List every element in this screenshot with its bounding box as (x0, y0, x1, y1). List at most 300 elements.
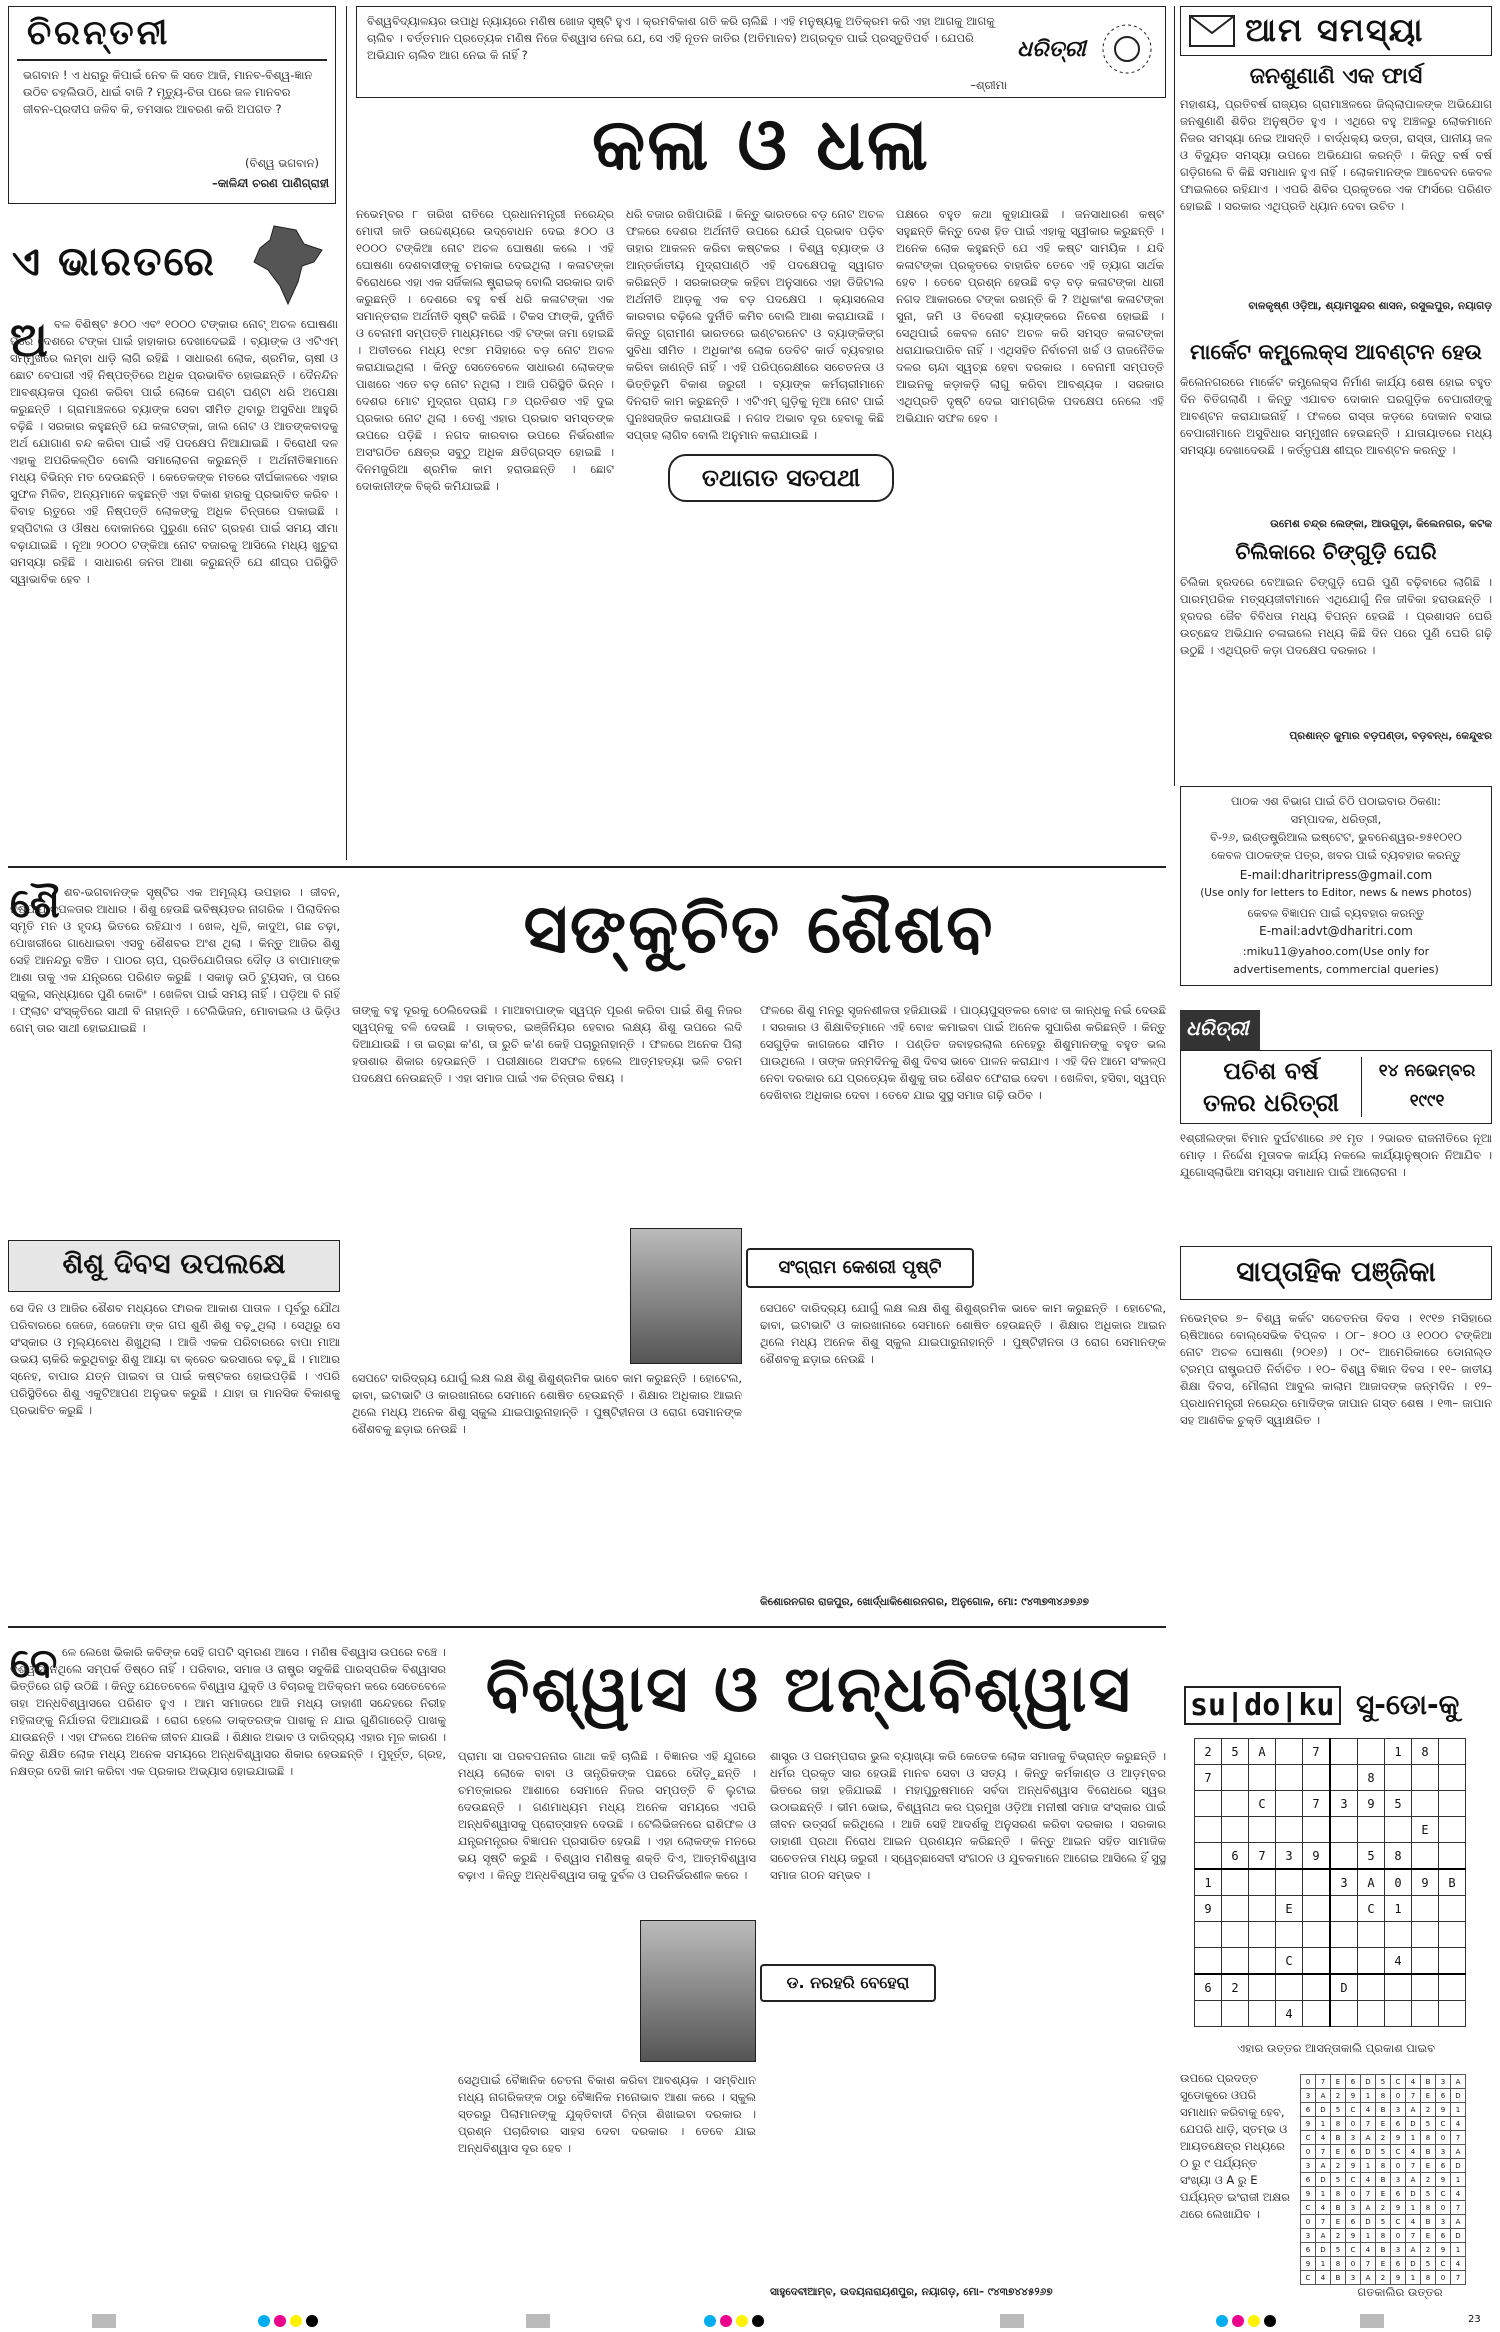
sankuchita-author: ସଂଗ୍ରାମ କେଶରୀ ପୃଷ୍ଟି (746, 1248, 974, 1288)
answer-cell: 3 (1436, 2215, 1451, 2229)
sudoku-cell[interactable]: 7 (1303, 1791, 1331, 1817)
answer-cell: 6 (1436, 2229, 1451, 2243)
answer-cell: 2 (1421, 2103, 1436, 2117)
answer-cell: 6 (1391, 2187, 1406, 2201)
answer-cell: 6 (1346, 2145, 1361, 2159)
answer-cell: 9 (1436, 2103, 1451, 2117)
sudoku-cell[interactable] (1412, 1765, 1439, 1791)
answer-cell: A (1316, 2229, 1331, 2243)
contact-email3[interactable]: :miku11@yahoo.com(Use only for (1242, 945, 1430, 958)
letter2-sign: ଉମେଶ ଚନ୍ଦ୍ର ଲେଙ୍କା, ଆଉଗୁଡ଼ା, କିଲେନଗର, କଟକ (1270, 518, 1492, 530)
sudoku-cell[interactable] (1222, 1948, 1249, 1975)
contact-box (1180, 786, 1492, 986)
sudoku-cell[interactable]: E (1412, 1817, 1439, 1843)
sudoku-cell[interactable] (1439, 1739, 1466, 1765)
sudoku-cell[interactable]: 9 (1195, 1896, 1222, 1922)
sudoku-cell[interactable] (1385, 1922, 1412, 1948)
letter1-body: ମହାଶୟ, ପ୍ରତିବର୍ଷ ରାଜ୍ୟର ଗ୍ରାମାଞ୍ଚଳରେ ଜିଲ୍ଲାପାଳଙ୍କ ଅଭିଯୋଗ ଜନଶୁଣାଣି ଶିବିର ଅନୁଷ୍ଠିତ ହୁଏ । ଏଥିରେ ବହୁ ଅଞ୍ଚଳରୁ ଲୋକମାନେ ନିଜର ସମସ୍ୟା ନେଇ ଆସନ୍ତି । ବାର୍ଦ୍ଧକ୍ୟ ଭତ୍ତା, ରାସ୍ତା, ପାନୀୟ ଜଳ ଓ ବିଦ୍ୟୁତ ସମସ୍ୟା ଉପରେ ଅଭିଯୋଗ କରନ୍ତି । କିନ୍ତୁ ବର୍ଷ ବର୍ଷ ଗଡ଼ିଗଲେ ବି କିଛି ସମାଧାନ ହୁଏ ନାହିଁ । ଲୋକମାନଙ୍କ ଆବେଦନ କେବଳ ଫାଇଲରେ ରହିଯାଏ । ଏପରି ଶିବିର ପ୍ରକୃତରେ ଏକ ଫାର୍ସରେ ପରିଣତ ହୋଇଛି । ସରକାର ଏଥିପ୍ରତି ଧ୍ୟାନ ଦେବା ଉଚିତ । (1180, 97, 1492, 213)
sudoku-cell[interactable] (1330, 1896, 1358, 1922)
kala-dhala-col1: ନଭେମ୍ବର ୮ ତାରିଖ ରାତିରେ ପ୍ରଧାନମନ୍ତ୍ରୀ ନରେନ୍ଦ୍ର ମୋଦୀ ଜାତି ଉଦ୍ଦେଶ୍ୟରେ ଉଦ୍ବୋଧନ ଦେଇ ୫୦୦ ଓ ୧୦୦୦ ଟଙ୍କିଆ ନୋଟ ଅଚଳ ଘୋଷଣା କଲେ । ଏହି ଘୋଷଣା ଦେଶବାସୀଙ୍କୁ ଚମକାଇ ଦେଇଥିଲା । କଳାଟଙ୍କା ବିରୋଧରେ ଏହା ଏକ ସର୍ଜିକାଲ ଷ୍ଟ୍ରାଇକ୍ ବୋଲି ସରକାର ଦାବି କରୁଛନ୍ତି । ଦେଶରେ ବହୁ ବର୍ଷ ଧରି କଳାଟଙ୍କା ଏକ ସମାନ୍ତରାଳ ଅର୍ଥନୀତି ସୃଷ୍ଟି କରିଛି । ଟିକସ ଫାଙ୍କି, ଦୁର୍ନୀତି ଓ ବେନାମୀ ସମ୍ପତ୍ତି ମାଧ୍ୟମରେ ଏହି ଟଙ୍କା ଜମା ହୋଇଛି । ଅତୀତରେ ମଧ୍ୟ ୧୯୭୮ ମସିହାରେ ବଡ଼ ନୋଟ ଅଚଳ କରାଯାଇଥିଲା । କିନ୍ତୁ ସେତେବେଳେ ସାଧାରଣ ଲୋକଙ୍କ ପାଖରେ ଏତେ ବଡ଼ ନୋଟ ନଥିଲା । ଆଜି ପରିସ୍ଥିତି ଭିନ୍ନ । ଦେଶର ମୋଟ ମୁଦ୍ରାର ପ୍ରାୟ ୮୬ ପ୍ରତିଶତ ଏହି ଦୁଇ ପ୍ରକାର ନୋଟ ଥିଲା । ତେଣୁ ଏହାର ପ୍ରଭାବ ସମସ୍ତଙ୍କ ଉପରେ ପଡ଼ିଛି । ନଗଦ କାରବାର ଉପରେ ନିର୍ଭରଶୀଳ ଅସଂଗଠିତ କ୍ଷେତ୍ର ସବୁଠୁ ଅଧିକ କ୍ଷତିଗ୍ରସ୍ତ ହୋଇଛି । ଦିନମଜୁରିଆ ଶ୍ରମିକ କାମ ହରାଉଛନ୍ତି । ଛୋଟ ଦୋକାନୀଙ୍କ ବିକ୍ରି କମିଯାଇଛି । (356, 207, 614, 493)
answer-cell: A (1451, 2145, 1466, 2159)
answer-cell: 8 (1421, 2271, 1436, 2285)
sudoku-cell[interactable]: C (1276, 1948, 1303, 1975)
sudoku-cell[interactable]: 3 (1330, 1869, 1358, 1896)
sudoku-cell[interactable] (1276, 1765, 1303, 1791)
quote-banner-text: ବିଶ୍ୱବିଦ୍ୟାଳୟର ଉପାଧି ନ୍ୟାୟରେ ମଣିଷ ଖୋଜ ସୃଷ୍ଟି ହୁଏ । କ୍ରମବିକାଶ ଗତି କରି ଚାଲିଛି । ଏହି ମନୁଷ୍ୟକୁ ଅତିକ୍ରମ କରି ଏହା ଆଗକୁ ଆଗକୁ ଚାଲିବ । ବର୍ତ୍ତମାନ ପ୍ରତ୍ୟେକ ମଣିଷ ନିଜେ ବିଶ୍ୱାସ ନେଇ ଯେ, ସେ ଏହି ନୂତନ ଜାତିର (ଅତିମାନବ) ଅଗ୍ରଦୂତ ପାଇଁ ପ୍ରସ୍ତୁତିପର୍ବ । ଯେପରି ଅଭିଯାନ ଚାଲିବ ଆଗ ନେଇ କି ନାହିଁ ? (367, 14, 995, 62)
answer-cell: 6 (1346, 2075, 1361, 2089)
sudoku-cell[interactable]: 9 (1303, 1843, 1331, 1870)
sudoku-cell[interactable] (1439, 1791, 1466, 1817)
contact-email2[interactable]: E-mail:advt@dharitri.com (1259, 924, 1413, 938)
answer-cell: B (1376, 2243, 1391, 2257)
sudoku-cell[interactable]: 5 (1222, 1739, 1249, 1765)
sudoku-cell[interactable]: 7 (1195, 1765, 1222, 1791)
answer-cell: 7 (1316, 2075, 1331, 2089)
answer-cell: D (1361, 2215, 1376, 2229)
answer-cell: 8 (1421, 2201, 1436, 2215)
sudoku-cell[interactable] (1412, 2001, 1439, 2027)
sudoku-cell[interactable] (1439, 1974, 1466, 2001)
contact-email1-note: (Use only for letters to Editor, news & news photos) (1200, 887, 1472, 899)
answer-cell: 3 (1391, 2243, 1406, 2257)
sudoku-cell[interactable] (1330, 1739, 1358, 1765)
sudoku-cell[interactable] (1249, 2001, 1276, 2027)
biswasa-col2b: ସେଥିପାଇଁ ବୈଜ୍ଞାନିକ ଚେତନା ବିକାଶ କରିବା ଆବଶ୍ୟକ । ସମ୍ବିଧାନ ମଧ୍ୟ ନାଗରିକଙ୍କ ଠାରୁ ବୈଜ୍ଞାନିକ ମନୋଭାବ ଆଶା କରେ । ସ୍କୁଲ ସ୍ତରରୁ ପିଲାମାନଙ୍କୁ ଯୁକ୍ତିବାଦୀ ଚିନ୍ତା ଶିଖାଇବା ଦରକାର । ପ୍ରଶ୍ନ ପଚାରିବାର ସାହସ ଦେବା ଦରକାର । ତେବେ ଯାଇ ଅନ୍ଧବିଶ୍ୱାସ ଦୂର ହେବ । (458, 2073, 756, 2155)
answer-cell: E (1376, 2257, 1391, 2271)
sudoku-cell[interactable] (1303, 1817, 1331, 1843)
sudoku-cell[interactable] (1195, 1948, 1222, 1975)
answer-cell: 8 (1331, 2117, 1346, 2131)
answer-cell: 1 (1406, 2271, 1421, 2285)
answer-cell: 1 (1316, 2257, 1331, 2271)
sudoku-cell[interactable] (1249, 1922, 1276, 1948)
sudoku-cell[interactable] (1358, 1739, 1385, 1765)
sudoku-cell[interactable]: C (1249, 1791, 1276, 1817)
biswasa-author: ଡ. ନରହରି ବେହେରା (760, 1964, 936, 2002)
answer-cell: 0 (1301, 2075, 1316, 2089)
answer-cell: 6 (1346, 2215, 1361, 2229)
answer-cell: A (1361, 2131, 1376, 2145)
sudoku-cell[interactable] (1358, 1817, 1385, 1843)
answer-cell: 9 (1346, 2089, 1361, 2103)
answer-cell: C (1436, 2187, 1451, 2201)
sankuchita-col3: ଫଳରେ ଶିଶୁ ମନରୁ ସୃଜନଶୀଳତା ହଜିଯାଉଛି । ପାଠ୍ୟପୁସ୍ତକର ବୋଝ ତା କାନ୍ଧକୁ ନଇଁ ଦେଉଛି । ସରକାର ଓ ଶିକ୍ଷାବିତ୍‌ମାନେ ଏହି ବୋଝ କମାଇବା ପାଇଁ ଅନେକ ସୁପାରିଶ କରିଛନ୍ତି । କିନ୍ତୁ ସେଗୁଡ଼ିକ କାଗଜରେ ସୀମିତ । ପଣ୍ଡିତ ଜବାହରଲାଲ ନେହେରୁ ଶିଶୁମାନଙ୍କୁ ବହୁତ ଭଲ ପାଉଥିଲେ । ତାଙ୍କ ଜନ୍ମଦିନକୁ ଶିଶୁ ଦିବସ ଭାବେ ପାଳନ କରାଯାଏ । ଏହି ଦିନ ଆମେ ସଂକଳ୍ପ ନେବା ଦରକାର ଯେ ପ୍ରତ୍ୟେକ ଶିଶୁକୁ ତାର ଶୈଶବ ଫେରାଇ ଦେବା । ଖେଳିବା, ହସିବା, ସ୍ୱପ୍ନ ଦେଖିବାର ଅଧିକାର ଦେବା । ତେବେ ଯାଇ ସୁସ୍ଥ ସମାଜ ଗଢ଼ି ଉଠିବ । (760, 1003, 1166, 1102)
contact-intro: ପାଠକ ଏଶ ବିଭାଗ ପାଇଁ ଚିଠି ପଠାଇବାର ଠିକଣା: (1231, 794, 1441, 808)
answer-cell: 7 (1316, 2215, 1331, 2229)
answer-cell: 5 (1331, 2173, 1346, 2187)
answer-cell: 4 (1451, 2187, 1466, 2201)
author-photo-narahari (640, 1920, 756, 2062)
sudoku-cell[interactable] (1195, 1922, 1222, 1948)
kala-dhala-byline: ତଥାଗତ ସତପଥୀ (668, 454, 894, 502)
answer-cell: C (1391, 2215, 1406, 2229)
answer-cell: 8 (1331, 2187, 1346, 2201)
answer-cell: 9 (1346, 2159, 1361, 2173)
sudoku-cell[interactable] (1303, 1869, 1331, 1896)
answer-cell: 3 (1301, 2089, 1316, 2103)
sudoku-answer-label: ଗତକାଲିର ଉତ୍ତର (1357, 2285, 1443, 2299)
sudoku-cell[interactable]: 4 (1276, 2001, 1303, 2027)
sudoku-logo (1180, 1686, 1492, 1726)
sankuchita-title: ସଙ୍କୁଚିତ ଶୈଶବ (523, 889, 995, 969)
sudoku-cell[interactable] (1330, 1948, 1358, 1975)
answer-cell: 9 (1301, 2187, 1316, 2201)
sudoku-cell[interactable] (1330, 1843, 1358, 1870)
answer-cell: 4 (1316, 2131, 1331, 2145)
answer-cell: 7 (1406, 2229, 1421, 2243)
sudoku-cell[interactable] (1358, 1948, 1385, 1975)
sudoku-cell[interactable]: 7 (1303, 1739, 1331, 1765)
answer-cell: 1 (1361, 2159, 1376, 2173)
answer-cell: 1 (1451, 2103, 1466, 2117)
answer-cell: D (1451, 2229, 1466, 2243)
sudoku-cell[interactable] (1222, 1922, 1249, 1948)
answer-cell: 3 (1391, 2173, 1406, 2187)
sankuchita-occasion-box (8, 1240, 340, 1292)
answer-cell: 0 (1346, 2117, 1361, 2131)
answer-cell: 4 (1406, 2075, 1421, 2089)
sudoku-cell[interactable] (1249, 1896, 1276, 1922)
sudoku-grid (1194, 1738, 1466, 2027)
sudoku-cell[interactable]: B (1439, 1869, 1466, 1896)
pachisa-logo: ଧରିତ୍ରୀ (1186, 1016, 1249, 1040)
aama-samasya-logo (1180, 6, 1492, 56)
sudoku-cell[interactable] (1412, 1948, 1439, 1975)
answer-cell: 6 (1301, 2243, 1316, 2257)
sudoku-cell[interactable] (1249, 1948, 1276, 1975)
answer-cell: A (1316, 2089, 1331, 2103)
pachisa-year: ୧୯୯୧ (1409, 1091, 1445, 1111)
answer-cell: 3 (1436, 2145, 1451, 2159)
letter3-sign: ପ୍ରଶାନ୍ତ କୁମାର ବଡ଼ପଣ୍ଡା, ବଡ଼ବନ୍ଧ, କେନ୍ଦୁଝର (1289, 730, 1492, 742)
sudoku-cell[interactable]: 8 (1412, 1739, 1439, 1765)
letter2-body: କିଲେନଗରରେ ମାର୍କେଟ କମ୍ପ୍ଲେକ୍ସ ନିର୍ମାଣ କାର୍ଯ୍ୟ ଶେଷ ହୋଇ ବହୁତ ଦିନ ବିତିଗଲାଣି । କିନ୍ତୁ ଏଯାବତ ଦୋକାନ ଘରଗୁଡ଼ିକ ବେପାରୀଙ୍କୁ ଆବଣ୍ଟନ କରାଯାଇନାହିଁ । ଫଳରେ ରାସ୍ତା କଡ଼ରେ ଦୋକାନ ବସାଇ ବେପାରୀମାନେ ଅସୁବିଧାର ସମ୍ମୁଖୀନ ହେଉଛନ୍ତି । ଯାତାୟାତରେ ମଧ୍ୟ ସମସ୍ୟା ଦେଖାଦେଉଛି । କର୍ତ୍ତୃପକ୍ଷ ଶୀଘ୍ର ଆବଣ୍ଟନ କରନ୍ତୁ । (1180, 375, 1492, 457)
answer-cell: B (1421, 2075, 1436, 2089)
answer-cell: C (1391, 2075, 1406, 2089)
sudoku-cell[interactable] (1222, 1869, 1249, 1896)
answer-cell: 2 (1331, 2089, 1346, 2103)
sudoku-cell[interactable]: D (1330, 1974, 1358, 2001)
answer-cell: D (1316, 2173, 1331, 2187)
sudoku-cell[interactable]: 0 (1385, 1869, 1412, 1896)
answer-cell: 0 (1391, 2229, 1406, 2243)
pachisa-title2: ତଳର ଧରିତ୍ରୀ (1203, 1089, 1339, 1117)
sudoku-instructions: ଉପରେ ପ୍ରଦତ୍ତ ସୁଡୋକୁରେ ଓପରି ସମାଧାନ କରିବାକୁ ହେବ, ଯେପରି ଧାଡ଼ି, ସ୍ତମ୍ଭ ଓ ଆୟତକ୍ଷେତ୍ର ମଧ୍ୟରେ ୦ ରୁ ୯ ପର୍ଯ୍ୟନ୍ତ ସଂଖ୍ୟା ଓ A ରୁ E ପର୍ଯ୍ୟନ୍ତ ଇଂରାଜୀ ଅକ୍ଷର ଥରେ ଲେଖାଯିବ । (1180, 2071, 1291, 2221)
answer-cell: E (1331, 2215, 1346, 2229)
sudoku-cell[interactable] (1412, 1922, 1439, 1948)
answer-cell: D (1316, 2243, 1331, 2257)
answer-cell: 0 (1301, 2145, 1316, 2159)
answer-cell: 3 (1436, 2075, 1451, 2089)
answer-cell: 9 (1391, 2131, 1406, 2145)
answer-cell: 1 (1406, 2201, 1421, 2215)
sudoku-cell[interactable] (1412, 1843, 1439, 1870)
sudoku-cell[interactable] (1385, 1765, 1412, 1791)
sudoku-cell[interactable] (1412, 1791, 1439, 1817)
sudoku-cell[interactable] (1222, 2001, 1249, 2027)
answer-cell: 2 (1376, 2201, 1391, 2215)
sudoku-cell[interactable] (1276, 1791, 1303, 1817)
sudoku-cell[interactable] (1385, 1817, 1412, 1843)
answer-cell: D (1361, 2075, 1376, 2089)
ebharat-logo (8, 222, 338, 312)
answer-cell: 7 (1406, 2089, 1421, 2103)
answer-cell: D (1406, 2187, 1421, 2201)
kala-dhala-col3: ପକ୍ଷରେ ବହୁତ କଥା କୁହାଯାଉଛି । ଜନସାଧାରଣ କଷ୍ଟ ସହୁଛନ୍ତି କିନ୍ତୁ ଦେଶ ହିତ ପାଇଁ ଏହାକୁ ସ୍ୱୀକାର କରୁଛନ୍ତି । ଅନେକ ଲୋକ କହୁଛନ୍ତି ଯେ ଏହି କଷ୍ଟ ସାମୟିକ । ଯଦି କଳାଟଙ୍କା ପ୍ରକୃତରେ ବାହାରିବ ତେବେ ଏହି ତ୍ୟାଗ ସାର୍ଥକ ହେବ । ତେବେ ପ୍ରଶ୍ନ ହେଉଛି ବଡ଼ ବଡ଼ କଳାଟଙ୍କା ଧାରୀ ନଗଦ ଆକାରରେ ଟଙ୍କା ରଖନ୍ତି କି ? ଅଧିକାଂଶ କଳାଟଙ୍କା ସୁନା, ଜମି ଓ ବିଦେଶୀ ବ୍ୟାଙ୍କରେ ନିବେଶ ହୋଇଛି । ସେଥିପାଇଁ କେବଳ ନୋଟ ଅଚଳ କରି ସମସ୍ତ କଳାଟଙ୍କା ଧରାଯାଇପାରିବ ନାହିଁ । ଏଥିସହିତ ନିର୍ବାଚନୀ ଖର୍ଚ୍ଚ ଓ ରାଜନୈତିକ ଦଳର ଚାନ୍ଦା ସ୍ୱଚ୍ଛ ହେବା ଦରକାର । ବେନାମୀ ସମ୍ପତ୍ତି ଆଇନକୁ କଡ଼ାକଡ଼ି ଲାଗୁ କରିବା ଆବଶ୍ୟକ । ସରକାର ଏଥିପ୍ରତି ଦୃଷ୍ଟି ଦେଇ ସାମଗ୍ରିକ ପଦକ୍ଷେପ ନେଲେ ଏହି ଅଭିଯାନ ସଫଳ ହେବ । (896, 207, 1164, 425)
ebharat-body: ବଳ ବିଶିଷ୍ଟ ୫୦୦ ଏବଂ ୧୦୦୦ ଟଙ୍କାର ନୋଟ୍ ଅଚଳ ଘୋଷଣା ପରେ ଦେଶରେ ଟଙ୍କା ପାଇଁ ହାହାକାର ଦେଖାଦେଇଛି । ବ୍ୟାଙ୍କ ଓ ଏଟିଏମ୍ ସମ୍ମୁଖରେ ଲମ୍ବା ଧାଡ଼ି ଲାଗି ରହିଛି । ସାଧାରଣ ଲୋକ, ଶ୍ରମିକ, ଚାଷୀ ଓ ଛୋଟ ବେପାରୀ ଏହି ନିଷ୍ପତ୍ତିରେ ଅଧିକ ପ୍ରଭାବିତ ହୋଇଛନ୍ତି । ଦୈନନ୍ଦିନ ଆବଶ୍ୟକତା ପୂରଣ କରିବା ପାଇଁ ଲୋକେ ଘଣ୍ଟା ଘଣ୍ଟା ଧରି ଅପେକ୍ଷା କରୁଛନ୍ତି । ଗ୍ରାମାଞ୍ଚଳରେ ବ୍ୟାଙ୍କ ସେବା ସୀମିତ ଥିବାରୁ ଅସୁବିଧା ଆହୁରି ବଢ଼ିଛି । ସରକାର କହୁଛନ୍ତି ଯେ କଳାଟଙ୍କା, ଜାଲ ନୋଟ ଓ ଆତଙ୍କବାଦକୁ ଅର୍ଥ ଯୋଗାଣ ବନ୍ଦ କରିବା ପାଇଁ ଏହି ପଦକ୍ଷେପ ନିଆଯାଇଛି । ବିରୋଧୀ ଦଳ ଏହାକୁ ଅପରିକଳ୍ପିତ ବୋଲି ସମାଲୋଚନା କରୁଛନ୍ତି । ଅର୍ଥନୀତିଜ୍ଞମାନେ ମଧ୍ୟ ବିଭିନ୍ନ ମତ ଦେଉଛନ୍ତି । କେତେକଙ୍କ ମତରେ ଦୀର୍ଘକାଳରେ ଏହାର ସୁଫଳ ମିଳିବ, ଅନ୍ୟମାନେ କହୁଛନ୍ତି ଏହା ବିକାଶ ହାରକୁ ପ୍ରଭାବିତ କରିବ । ବିବାହ ଋତୁରେ ଏହି ନିଷ୍ପତ୍ତି ଲୋକଙ୍କୁ ଅଧିକ ଚିନ୍ତାରେ ପକାଇଛି । ହସ୍ପିଟାଲ ଓ ଔଷଧ ଦୋକାନରେ ପୁରୁଣା ନୋଟ ଗ୍ରହଣ ପାଇଁ ସମୟ ସୀମା ବଢ଼ାଯାଇଛି । ନୂଆ ୨୦୦୦ ଟଙ୍କିଆ ନୋଟ ବଜାରକୁ ଆସିଲେ ମଧ୍ୟ ଖୁଚୁରା ସମସ୍ୟା ରହିଛି । ସାଧାରଣ ଜନତା ଆଶା କରୁଛନ୍ତି ଯେ ଶୀଘ୍ର ପରିସ୍ଥିତି ସ୍ୱାଭାବିକ ହେବ । (10, 317, 338, 586)
sudoku-cell[interactable]: 9 (1412, 1869, 1439, 1896)
sudoku-cell[interactable] (1412, 1896, 1439, 1922)
answer-cell: 2 (1421, 2173, 1436, 2187)
sudoku-cell[interactable] (1303, 1922, 1331, 1948)
letter1-title: ଜନଶୁଣାଣି ଏକ ଫାର୍ସ (1249, 64, 1423, 89)
answer-cell: C (1301, 2271, 1316, 2285)
sudoku-cell[interactable] (1358, 1974, 1385, 2001)
answer-cell: 5 (1376, 2145, 1391, 2159)
kala-dhala-col2: ଧରି ବଜାର ରଖିପାରିଛି । କିନ୍ତୁ ଭାରତରେ ବଡ଼ ନୋଟ ଅଚଳ ଫଳରେ ଦେଶର ଅର୍ଥନୀତି ଉପରେ ଯେଉଁ ପ୍ରଭାବ ପଡ଼ିବ ତାହାର ଆକଳନ କରିବା କଷ୍ଟକର । ବିଶ୍ୱ ବ୍ୟାଙ୍କ ଓ ଆନ୍ତର୍ଜାତୀୟ ମୁଦ୍ରାପାଣ୍ଠି ଏହି ପଦକ୍ଷେପକୁ ସ୍ୱାଗତ କରିଛନ୍ତି । ସରକାରଙ୍କ କହିବା ଅନୁସାରେ ଏହା ଡିଜିଟାଲ ଅର୍ଥନୀତି ଆଡ଼କୁ ଏକ ବଡ଼ ପଦକ୍ଷେପ । କ୍ୟାସଲେସ କାରବାର ବଢ଼ିଲେ ଦୁର୍ନୀତି କମିବ ବୋଲି ଆଶା କରାଯାଉଛି । କିନ୍ତୁ ଗ୍ରାମୀଣ ଭାରତରେ ଇଣ୍ଟରନେଟ ଓ ବ୍ୟାଙ୍କିଙ୍ଗ ସୁବିଧା ସୀମିତ । ଅଧିକାଂଶ ଲୋକ ଡେବିଟ କାର୍ଡ ବ୍ୟବହାର କରିବା ଜାଣନ୍ତି ନାହିଁ । ଏହି ପରିପ୍ରେକ୍ଷୀରେ ସଚେତନତା ଓ ଭିତ୍ତିଭୂମି ବିକାଶ ଜରୁରୀ । ବ୍ୟାଙ୍କ କର୍ମଚାରୀମାନେ ଦିନରାତି କାମ କରୁଛନ୍ତି । ଏଟିଏମ୍ ଗୁଡ଼ିକୁ ନୂଆ ନୋଟ ପାଇଁ ପୁନଃସଜ୍ଜିତ କରାଯାଉଛି । ନଗଦ ଅଭାବ ଦୂର ହେବାକୁ କିଛି ସପ୍ତାହ ଲାଗିବ ବୋଲି ଅନୁମାନ କରାଯାଉଛି । (626, 207, 884, 442)
answer-cell: 4 (1406, 2215, 1421, 2229)
sudoku-cell[interactable] (1195, 2001, 1222, 2027)
sudoku-cell[interactable] (1222, 1765, 1249, 1791)
pachisa-box (1180, 1050, 1492, 1124)
answer-cell: E (1376, 2187, 1391, 2201)
sudoku-cell[interactable]: 3 (1330, 1791, 1358, 1817)
sudoku-cell[interactable] (1249, 1765, 1276, 1791)
chirantani-box (8, 6, 336, 204)
answer-cell: 0 (1346, 2257, 1361, 2271)
sankuchita-col1b: ସେ ଦିନ ଓ ଆଜିର ଶୈଶବ ମଧ୍ୟରେ ଫାରକ ଆକାଶ ପାତାଳ । ପୂର୍ବରୁ ଯୌଥ ପରିବାରରେ ଜେଜେ, ଜେଜେମା ଙ୍କ ଗପ ଶୁଣି ଶିଶୁ ବଢ଼ୁଥିଲା । ସେଥିରୁ ସେ ସଂସ୍କାର ଓ ମୂଲ୍ୟବୋଧ ଶିଖୁଥିଲା । ଆଜି ଏକକ ପରିବାରରେ ବାପା ମାଆ ଉଭୟ ଚାକିରି କରୁଥିବାରୁ ଶିଶୁ ଆୟା ବା କ୍ରେଚ ଭରସାରେ ବଢ଼ୁଛି । ମାଆର ସ୍ନେହ, ବାପାର ଯତ୍ନ ପାଇବା ତା ପାଇଁ କଷ୍ଟକର ହୋଇପଡ଼ିଛି । ଏପରି ପରିସ୍ଥିତିରେ ଶିଶୁ ଏକୁଟିଆପଣ ଅନୁଭବ କରୁଛି । ଯାହା ତା ମାନସିକ ବିକାଶକୁ ପ୍ରଭାବିତ କରୁଛି । (10, 1301, 340, 1417)
answer-cell: 2 (1331, 2229, 1346, 2243)
sudoku-cell[interactable]: 6 (1222, 1843, 1249, 1870)
sudoku-cell[interactable] (1439, 1817, 1466, 1843)
letter1-sign: ବାଳକୃଷ୍ଣ ଓଡ଼ିଆ, ଶ୍ୟାମସୁନ୍ଦର ଶାସନ, ରସୁଲପୁର, ନୟାଗଡ଼ (1248, 300, 1492, 312)
sudoku-cell[interactable] (1439, 1896, 1466, 1922)
answer-cell: E (1376, 2117, 1391, 2131)
sudoku-cell[interactable]: 2 (1222, 1974, 1249, 2001)
contact-addr1: ସମ୍ପାଦକ, ଧରିତ୍ରୀ, (1290, 812, 1382, 826)
answer-cell: D (1451, 2159, 1466, 2173)
sankuchita-address: କିଶୋରନଗର ରାଜପୁର, ଖୋର୍ଦ୍ଧାକିଶୋରନଗର, ଅନୁଗୋଳ, ମୋ: ୯୪୩୭୩୪୬୭୬୭ (760, 1596, 1089, 1608)
answer-cell: 6 (1301, 2103, 1316, 2117)
answer-cell: 7 (1361, 2187, 1376, 2201)
sudoku-cell[interactable] (1249, 1974, 1276, 2001)
answer-cell: 7 (1451, 2201, 1466, 2215)
sudoku-cell[interactable]: 3 (1276, 1843, 1303, 1870)
sankuchita-occasion: ଶିଶୁ ଦିବସ ଉପଲକ୍ଷେ (62, 1247, 286, 1280)
answer-cell: 9 (1391, 2271, 1406, 2285)
answer-cell: 8 (1331, 2257, 1346, 2271)
author-photo-sangram (630, 1228, 742, 1364)
sudoku-answer-grid (1300, 2074, 1466, 2285)
sudoku-logo-oriya: ସୁ-ଡୋ-କୁ (1356, 1688, 1460, 1721)
sudoku-cell[interactable]: 7 (1249, 1843, 1276, 1870)
sudoku-cell[interactable]: 5 (1385, 1791, 1412, 1817)
sudoku-cell[interactable] (1276, 1817, 1303, 1843)
sudoku-cell[interactable] (1276, 1739, 1303, 1765)
sudoku-cell[interactable] (1222, 1896, 1249, 1922)
biswasa-col3: ଶାସ୍ତ୍ର ଓ ପରମ୍ପରାର ଭୁଲ ବ୍ୟାଖ୍ୟା କରି କେତେକ ଲୋକ ସମାଜକୁ ବିଭ୍ରାନ୍ତ କରୁଛନ୍ତି । ଧର୍ମର ପ୍ରକୃତ ସାର ହେଉଛି ମାନବ ସେବା ଓ ସତ୍ୟ । କିନ୍ତୁ କର୍ମକାଣ୍ଡ ଓ ଆଡ଼ମ୍ବର ଭିତରେ ତାହା ହଜିଯାଇଛି । ମହାପୁରୁଷମାନେ ସର୍ବଦା ଅନ୍ଧବିଶ୍ୱାସ ବିରୋଧରେ ସ୍ୱର ଉଠାଇଛନ୍ତି । ଭୀମ ଭୋଇ, ବିଶ୍ୱନାଥ କର ପ୍ରମୁଖ ଓଡ଼ିଆ ମନୀଷୀ ସମାଜ ସଂସ୍କାର ପାଇଁ ଜୀବନ ଉତ୍ସର୍ଗ କରିଥିଲେ । ଆଜି ସେହି ଆଦର୍ଶକୁ ଅନୁସରଣ କରିବା ଦରକାର । ସରକାର ଡାହାଣୀ ପ୍ରଥା ନିରୋଧ ଆଇନ ପ୍ରଣୟନ କରିଛନ୍ତି । କିନ୍ତୁ ଆଇନ ସହିତ ସାମାଜିକ ସଚେତନତା ମଧ୍ୟ ଜରୁରୀ । ସ୍ୱେଚ୍ଛାସେବୀ ସଂଗଠନ ଓ ଯୁବକମାନେ ଆଗେଇ ଆସିଲେ ହିଁ ସୁସ୍ଥ ସମାଜ ଗଠନ ସମ୍ଭବ । (770, 1749, 1166, 1882)
sudoku-cell[interactable] (1330, 1922, 1358, 1948)
answer-cell: E (1331, 2075, 1346, 2089)
answer-cell: D (1316, 2103, 1331, 2117)
sudoku-cell[interactable] (1439, 1948, 1466, 1975)
answer-cell: 1 (1406, 2131, 1421, 2145)
sudoku-cell[interactable]: 8 (1385, 1843, 1412, 1870)
answer-cell: 5 (1331, 2243, 1346, 2257)
sudoku-cell[interactable] (1276, 1922, 1303, 1948)
answer-cell: 0 (1436, 2131, 1451, 2145)
answer-cell: D (1406, 2257, 1421, 2271)
answer-cell: E (1331, 2145, 1346, 2159)
sudoku-cell[interactable] (1195, 1843, 1222, 1870)
answer-cell: 1 (1361, 2229, 1376, 2243)
letter3-body: ଚିଲିକା ହ୍ରଦରେ ବେଆଇନ ଚିଙ୍ଗୁଡ଼ି ଘେରି ପୁଣି ବଢ଼ିବାରେ ଲାଗିଛି । ପାରମ୍ପରିକ ମତ୍ସ୍ୟଜୀବୀମାନେ ଏଥିଯୋଗୁଁ ନିଜ ଜୀବିକା ହରାଉଛନ୍ତି । ହ୍ରଦର ଜୈବ ବିବିଧତା ମଧ୍ୟ ବିପନ୍ନ ହେଉଛି । ପ୍ରଶାସନ ଘେରି ଉଚ୍ଛେଦ ଅଭିଯାନ ଚଳାଇଲେ ମଧ୍ୟ କିଛି ଦିନ ପରେ ପୁଣି ଘେରି ଗଢ଼ି ଉଠୁଛି । ଏଥିପ୍ରତି କଡ଼ା ପଦକ୍ଷେପ ଦରକାର । (1180, 575, 1492, 657)
answer-cell: A (1406, 2103, 1421, 2117)
pachisa-logo-box (1180, 1010, 1260, 1050)
sudoku-logo-text: su|do|ku (1184, 1686, 1341, 1725)
sudoku-cell[interactable] (1195, 1817, 1222, 1843)
answer-cell: 4 (1316, 2271, 1331, 2285)
sudoku-cell[interactable] (1222, 1791, 1249, 1817)
answer-cell: 1 (1451, 2243, 1466, 2257)
answer-cell: 9 (1436, 2173, 1451, 2187)
answer-cell: 4 (1451, 2117, 1466, 2131)
sunburst-logo-icon (1097, 19, 1157, 79)
answer-cell: A (1361, 2201, 1376, 2215)
sudoku-cell[interactable] (1222, 1817, 1249, 1843)
answer-cell: 6 (1436, 2089, 1451, 2103)
sudoku-cell[interactable]: 4 (1385, 1948, 1412, 1975)
sudoku-cell[interactable] (1412, 1974, 1439, 2001)
sankuchita-dropcap: ଶୈ (10, 880, 60, 927)
answer-cell: B (1421, 2145, 1436, 2159)
sudoku-cell[interactable] (1303, 1974, 1331, 2001)
answer-cell: A (1406, 2173, 1421, 2187)
saptahika-title: ସାପ୍ତାହିକ ପଞ୍ଜିକା (1236, 1255, 1436, 1288)
answer-cell: 5 (1421, 2117, 1436, 2131)
answer-cell: C (1436, 2117, 1451, 2131)
sudoku-cell[interactable] (1330, 2001, 1358, 2027)
sudoku-cell[interactable]: 2 (1195, 1739, 1222, 1765)
sudoku-cell[interactable]: A (1249, 1739, 1276, 1765)
sudoku-cell[interactable] (1385, 1974, 1412, 2001)
chirantani-source: (ବିଶ୍ୱ ଭଗବାନ) (245, 156, 319, 170)
answer-cell: 1 (1316, 2117, 1331, 2131)
sudoku-cell[interactable] (1303, 1896, 1331, 1922)
biswasa-address: ସାହୁଦେବୀଆମ୍ବ, ଉଦୟନାରାୟଣପୁର, ନୟାଗଡ଼, ମୋ– ୯୪୩୭୪୪୫୨୬୭ (770, 2286, 1053, 2298)
sudoku-cell[interactable] (1303, 1948, 1331, 1975)
answer-cell: 3 (1301, 2159, 1316, 2173)
answer-cell: A (1451, 2215, 1466, 2229)
answer-cell: 6 (1391, 2257, 1406, 2271)
sudoku-cell[interactable] (1330, 1817, 1358, 1843)
chirantani-author: –କାଳିନ୍ଦୀ ଚରଣ ପାଣିଗ୍ରାହୀ (211, 176, 329, 190)
sudoku-note: ଏହାର ଉତ୍ତର ଆସନ୍ତାକାଲି ପ୍ରକାଶ ପାଇବ (1237, 2041, 1435, 2055)
sudoku-cell[interactable] (1195, 1791, 1222, 1817)
answer-cell: C (1391, 2145, 1406, 2159)
answer-cell: 7 (1361, 2257, 1376, 2271)
ebharat-dropcap: ଅ (10, 312, 48, 368)
sudoku-cell[interactable] (1439, 1843, 1466, 1870)
answer-cell: 2 (1421, 2243, 1436, 2257)
answer-cell: 8 (1376, 2089, 1391, 2103)
answer-cell: 4 (1361, 2103, 1376, 2117)
answer-cell: 9 (1391, 2201, 1406, 2215)
contact-email1[interactable]: E-mail:dharitripress@gmail.com (1239, 868, 1433, 882)
contact-addr3: କେବଳ ପାଠକଙ୍କ ପତ୍ର, ଖବର ପାଇଁ ବ୍ୟବହାର କରନ୍ତୁ (1211, 848, 1461, 862)
sudoku-cell[interactable] (1303, 2001, 1331, 2027)
sudoku-cell[interactable] (1249, 1869, 1276, 1896)
contact-ad-note: କେବଳ ବିଜ୍ଞାପନ ପାଇଁ ବ୍ୟବହାର କରନ୍ତୁ (1247, 906, 1425, 920)
biswasa-dropcap: ବେ (10, 1640, 58, 1687)
sudoku-cell[interactable] (1385, 2001, 1412, 2027)
sudoku-cell[interactable] (1439, 2001, 1466, 2027)
answer-cell: C (1436, 2257, 1451, 2271)
answer-cell: D (1406, 2117, 1421, 2131)
answer-cell: 5 (1376, 2215, 1391, 2229)
contact-email3-note: advertisements, commercial queries) (1233, 963, 1439, 976)
sudoku-cell[interactable]: 1 (1195, 1869, 1222, 1896)
sudoku-cell[interactable] (1358, 2001, 1385, 2027)
answer-cell: C (1346, 2173, 1361, 2187)
answer-cell: 6 (1436, 2159, 1451, 2173)
sudoku-cell[interactable] (1303, 1765, 1331, 1791)
sudoku-cell[interactable]: A (1358, 1869, 1385, 1896)
sudoku-cell[interactable]: 5 (1358, 1843, 1385, 1870)
answer-cell: 9 (1436, 2243, 1451, 2257)
answer-cell: 3 (1346, 2131, 1361, 2145)
sudoku-cell[interactable]: 1 (1385, 1739, 1412, 1765)
answer-cell: B (1376, 2173, 1391, 2187)
sudoku-cell[interactable] (1439, 1765, 1466, 1791)
answer-cell: 7 (1316, 2145, 1331, 2159)
sudoku-cell[interactable]: C (1358, 1896, 1385, 1922)
sudoku-cell[interactable]: 9 (1358, 1791, 1385, 1817)
sankuchita-col3c: ସେପଟେ ଦାରିଦ୍ର୍ୟ ଯୋଗୁଁ ଲକ୍ଷ ଲକ୍ଷ ଶିଶୁ ଶିଶୁଶ୍ରମିକ ଭାବେ କାମ କରୁଛନ୍ତି । ହୋଟେଲ, ଢାବା, ଇଟାଭାଟି ଓ କାରଖାନାରେ ସେମାନେ ଶୋଷିତ ହେଉଛନ୍ତି । ଶିକ୍ଷାର ଅଧିକାର ଆଇନ ଥିଲେ ମଧ୍ୟ ଅନେକ ଶିଶୁ ସ୍କୁଲ ଯାଇପାରୁନାହାନ୍ତି । ପୁଷ୍ଟିହୀନତା ଓ ରୋଗ ସେମାନଙ୍କ ଶୈଶବକୁ ଛଡ଼ାଇ ନେଉଛି । (760, 1301, 1166, 1366)
answer-cell: 6 (1391, 2117, 1406, 2131)
answer-cell: A (1406, 2243, 1421, 2257)
sudoku-cell[interactable]: 1 (1385, 1896, 1412, 1922)
quote-banner (356, 6, 1166, 98)
sudoku-cell[interactable] (1276, 1869, 1303, 1896)
answer-cell: 0 (1346, 2187, 1361, 2201)
sudoku-cell[interactable] (1330, 1765, 1358, 1791)
answer-cell: 4 (1316, 2201, 1331, 2215)
answer-cell: 5 (1421, 2187, 1436, 2201)
answer-cell: 0 (1436, 2201, 1451, 2215)
answer-cell: 2 (1376, 2271, 1391, 2285)
sankuchita-col1: ଶବ-ଭଗବାନଙ୍କ ସୃଷ୍ଟିର ଏକ ଅମୂଲ୍ୟ ଉପହାର । ଜୀବନ, ନିଷ୍ପାପ ଚପଳତାର ଆଧାର । ଶିଶୁ ହେଉଛି ଭବିଷ୍ୟତର ନାଗରିକ । ପିଲାଦିନର ସ୍ମୃତି ମନ ଓ ହୃଦୟ ଭିତରେ ରହିଯାଏ । ଖେଳ, ଧୂଳି, କାଦୁଅ, ଗଛ ଚଢ଼ା, ପୋଖରୀରେ ଗାଧୋଇବା ଏସବୁ ଶୈଶବର ଅଂଶ ଥିଲା । କିନ୍ତୁ ଆଜିର ଶିଶୁ ସେହି ଆନନ୍ଦରୁ ବଞ୍ଚିତ । ପାଠର ଚାପ, ପ୍ରତିଯୋଗିତାର ଦୌଡ଼ ଓ ବାପାମାଙ୍କ ଆଶା ତାକୁ ଏକ ଯନ୍ତ୍ରରେ ପରିଣତ କରୁଛି । ସକାଳୁ ଉଠି ଟ୍ୟୁସନ, ତା ପରେ ସ୍କୁଲ, ସନ୍ଧ୍ୟାରେ ପୁଣି କୋଚିଂ । ଖେଳିବା ପାଇଁ ସମୟ ନାହିଁ । ପଡ଼ିଆ ବି ନାହିଁ । ଫ୍ଲାଟ ସଂସ୍କୃତିରେ ସାଥୀ ବି ନାହାନ୍ତି । ଟେଲିଭିଜନ, ମୋବାଇଲ ଓ ଭିଡ଼ିଓ ଗେମ୍ ତାର ସାଥୀ ହୋଇଯାଇଛି । (10, 885, 340, 1035)
answer-cell: 3 (1391, 2103, 1406, 2117)
sudoku-cell[interactable]: 6 (1195, 1974, 1222, 2001)
letter3-title: ଚିଲିକାରେ ଚିଙ୍ଗୁଡ଼ି ଘେରି (1235, 540, 1437, 564)
sudoku-cell[interactable] (1439, 1922, 1466, 1948)
answer-cell: A (1451, 2075, 1466, 2089)
answer-cell: 6 (1301, 2173, 1316, 2187)
answer-cell: 5 (1376, 2075, 1391, 2089)
answer-cell: 0 (1391, 2159, 1406, 2173)
answer-cell: C (1301, 2131, 1316, 2145)
sudoku-cell[interactable] (1249, 1817, 1276, 1843)
answer-cell: A (1361, 2271, 1376, 2285)
answer-cell: 7 (1451, 2131, 1466, 2145)
sudoku-cell[interactable] (1276, 1974, 1303, 2001)
sudoku-cell[interactable] (1358, 1922, 1385, 1948)
sudoku-cell[interactable]: 8 (1358, 1765, 1385, 1791)
pachisa-date: ୧୪ ନଭେମ୍ବର (1378, 1061, 1476, 1081)
sudoku-cell[interactable]: E (1276, 1896, 1303, 1922)
quote-banner-logo: ଧରିତ୍ରୀ (1017, 37, 1086, 62)
